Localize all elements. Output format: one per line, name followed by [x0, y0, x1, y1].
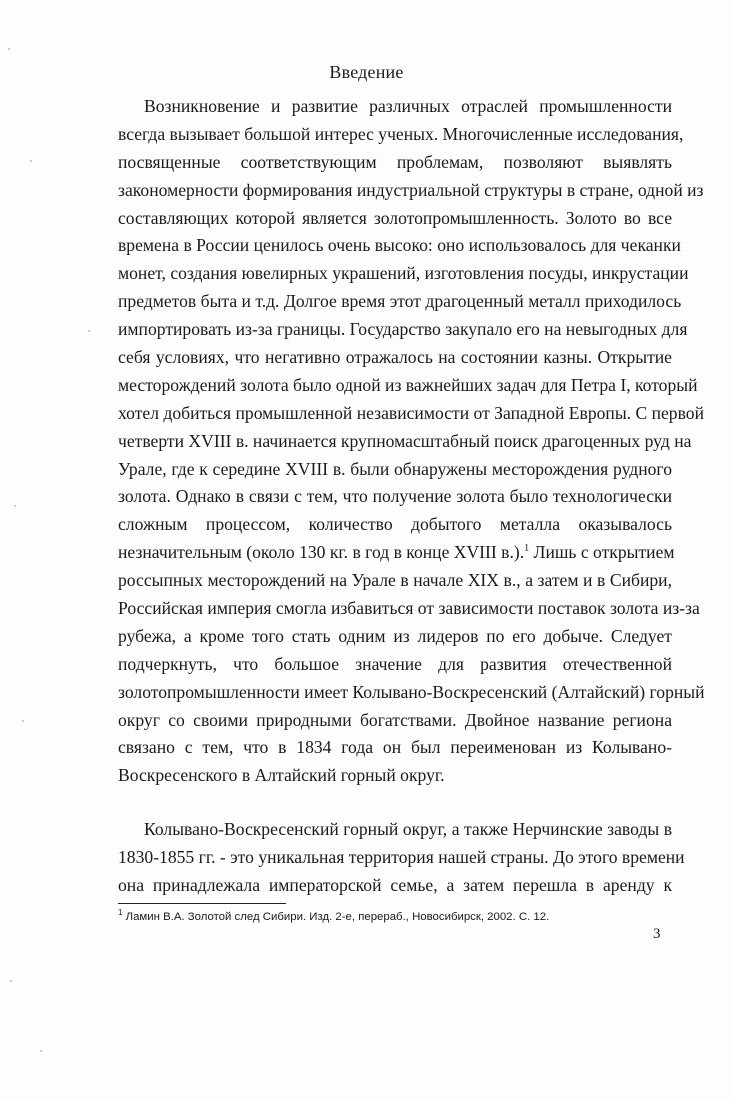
scan-speck — [8, 48, 10, 50]
footnote-marker: 1 — [118, 908, 123, 918]
scan-speck — [14, 505, 16, 507]
text-line: закономерности формирования индустриальной структуры в стране, одной из — [118, 179, 704, 200]
text-line: Возникновение и развитие различных отраслей промышленности — [144, 96, 672, 116]
page-number: 3 — [653, 926, 661, 942]
text-line: хотел добиться промышленной независимости от Западной Европы. С первой — [118, 402, 705, 423]
text-line: сложным процессом, количество добытого металла оказывалось — [118, 514, 672, 535]
scan-speck — [10, 980, 12, 982]
text-line: рубежа, а кроме того стать одним из лидеров по его добыче. Следует — [118, 625, 672, 646]
scan-speck — [22, 720, 24, 722]
text-line: себя условиях, что негативно отражалось на состоянии казны. Открытие — [118, 347, 672, 368]
footnote-separator — [118, 903, 286, 904]
text-line: связано с тем, что в 1834 года он был переименован из Колывано- — [118, 737, 672, 758]
paragraph-1 — [118, 93, 705, 790]
text-line: Воскресенского в Алтайский горный округ. — [118, 765, 445, 786]
text-line: подчеркнуть, что большое значение для развития отечественной — [118, 653, 672, 674]
paragraph-2 — [118, 816, 685, 900]
text-line: Урале, где к середине XVIII в. были обнаружены месторождения рудного — [118, 458, 672, 479]
text-line: она принадлежала императорской семье, а затем перешла в аренду к — [118, 874, 672, 895]
text-line: времена в России ценилось очень высоко: оно использовалось для чеканки — [118, 235, 681, 256]
section-title: Введение — [329, 62, 404, 82]
footnote — [118, 908, 550, 923]
text-line: предметов быта и т.д. Долгое время этот драгоценный металл приходилось — [118, 291, 682, 312]
text-line: четверти XVIII в. начинается крупномасштабный поиск драгоценных руд на — [118, 430, 692, 451]
text-line: 1830-1855 гг. - это уникальная территория нашей страны. До этого времени — [118, 846, 685, 867]
text-segment: незначительным (около 130 кг. в год в конце XVIII в.). — [118, 542, 525, 563]
scan-speck — [30, 160, 32, 162]
text-line: Российская империя смогла избавиться от зависимости поставок золота из-за — [118, 598, 700, 619]
text-line: всегда вызывает большой интерес ученых. Многочисленные исследования, — [118, 123, 684, 144]
text-line: месторождений золота было одной из важнейших задач для Петра I, который — [118, 374, 698, 395]
text-line: россыпных месторождений на Урале в начале XIX в., а затем и в Сибири, — [118, 570, 672, 591]
text-line: округ со своими природными богатствами. Двойное название региона — [118, 709, 672, 730]
text-line: монет, создания ювелирных украшений, изготовления посуды, инкрустации — [118, 263, 689, 284]
scan-speck — [88, 330, 90, 332]
text-segment: Лишь с открытием — [533, 542, 675, 563]
footnote-text: Ламин В.А. Золотой след Сибири. Изд. 2-е, перераб., Новосибирск, 2002. С. 12. — [125, 911, 550, 923]
footnote-ref[interactable]: 1 — [524, 543, 530, 555]
text-line: импортировать из-за границы. Государство закупало его на невыгодных для — [118, 319, 688, 340]
text-line: посвященные соответствующим проблемам, позволяют выявлять — [118, 151, 672, 172]
text-line-with-footnote — [118, 539, 675, 567]
scan-speck — [40, 1050, 42, 1052]
text-line: составляющих которой является золотопромышленность. Золото во все — [118, 207, 672, 228]
text-line: золотопромышленности имеет Колывано-Воскресенский (Алтайский) горный — [118, 681, 705, 702]
text-line: золота. Однако в связи с тем, что получение золота было технологически — [118, 486, 672, 507]
text-line: Колывано-Воскресенский горный округ, а также Нерчинские заводы в — [144, 819, 672, 839]
